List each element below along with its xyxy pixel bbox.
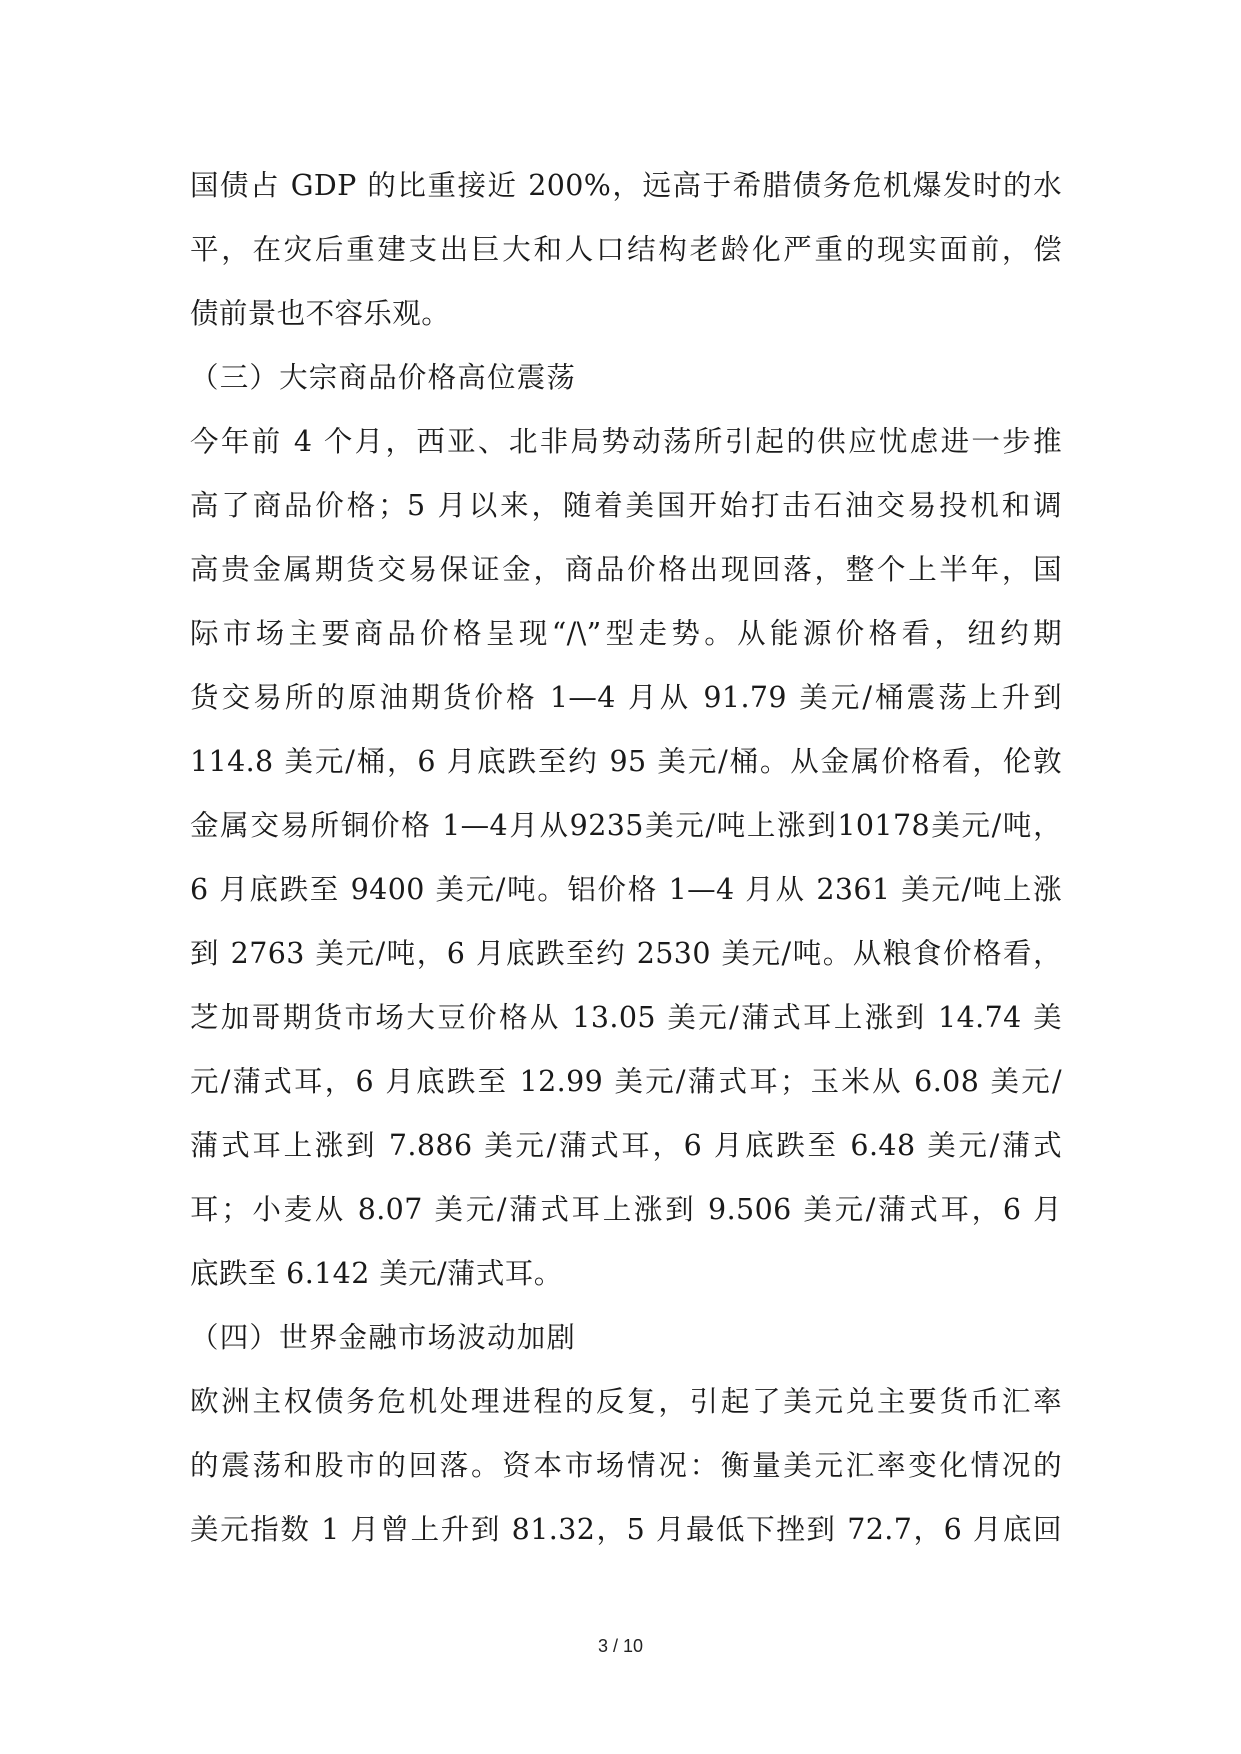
paragraph-line: 元/蒲式耳，6 月底跌至 12.99 美元/蒲式耳；玉米从 6.08 美元/	[190, 1065, 1062, 1098]
paragraph-line: 平，在灾后重建支出巨大和人口结构老龄化严重的现实面前，偿	[190, 233, 1062, 266]
paragraph-line: 高了商品价格；5 月以来，随着美国开始打击石油交易投机和调	[190, 489, 1062, 522]
section-heading: （三）大宗商品价格高位震荡	[190, 361, 577, 394]
paragraph-line: 蒲式耳上涨到 7.886 美元/蒲式耳，6 月底跌至 6.48 美元/蒲式	[190, 1129, 1062, 1162]
paragraph-line: 际市场主要商品价格呈现“/\”型走势。从能源价格看，纽约期	[190, 617, 1062, 650]
paragraph-line: 耳；小麦从 8.07 美元/蒲式耳上涨到 9.506 美元/蒲式耳，6 月	[190, 1193, 1062, 1226]
paragraph-line: 底跌至 6.142 美元/蒲式耳。	[190, 1257, 563, 1290]
paragraph-line: 债前景也不容乐观。	[190, 297, 451, 330]
paragraph-line: 货交易所的原油期货价格 1—4 月从 91.79 美元/桶震荡上升到	[190, 681, 1062, 714]
paragraph-line: 今年前 4 个月，西亚、北非局势动荡所引起的供应忧虑进一步推	[190, 425, 1062, 458]
paragraph-line: 到 2763 美元/吨，6 月底跌至约 2530 美元/吨。从粮食价格看，	[190, 937, 1062, 970]
section-heading: （四）世界金融市场波动加剧	[190, 1321, 577, 1354]
paragraph-line: 高贵金属期货交易保证金，商品价格出现回落，整个上半年，国	[190, 553, 1062, 586]
paragraph-line: 国债占 GDP 的比重接近 200%，远高于希腊债务危机爆发时的水	[190, 169, 1062, 202]
page-number: 3 / 10	[597, 1636, 644, 1656]
paragraph-line: 114.8 美元/桶，6 月底跌至约 95 美元/桶。从金属价格看，伦敦	[190, 745, 1062, 778]
paragraph-line: 的震荡和股市的回落。资本市场情况：衡量美元汇率变化情况的	[190, 1449, 1062, 1482]
paragraph-line: 美元指数 1 月曾上升到 81.32，5 月最低下挫到 72.7，6 月底回	[190, 1513, 1062, 1546]
paragraph-line: 6 月底跌至 9400 美元/吨。铝价格 1—4 月从 2361 美元/吨上涨	[190, 873, 1062, 906]
paragraph-line: 金属交易所铜价格 1—4月从9235美元/吨上涨到10178美元/吨，	[190, 809, 1062, 842]
paragraph-line: 芝加哥期货市场大豆价格从 13.05 美元/蒲式耳上涨到 14.74 美	[190, 1001, 1062, 1034]
paragraph-line: 欧洲主权债务危机处理进程的反复，引起了美元兑主要货币汇率	[190, 1385, 1062, 1418]
document-body	[190, 154, 1062, 1562]
